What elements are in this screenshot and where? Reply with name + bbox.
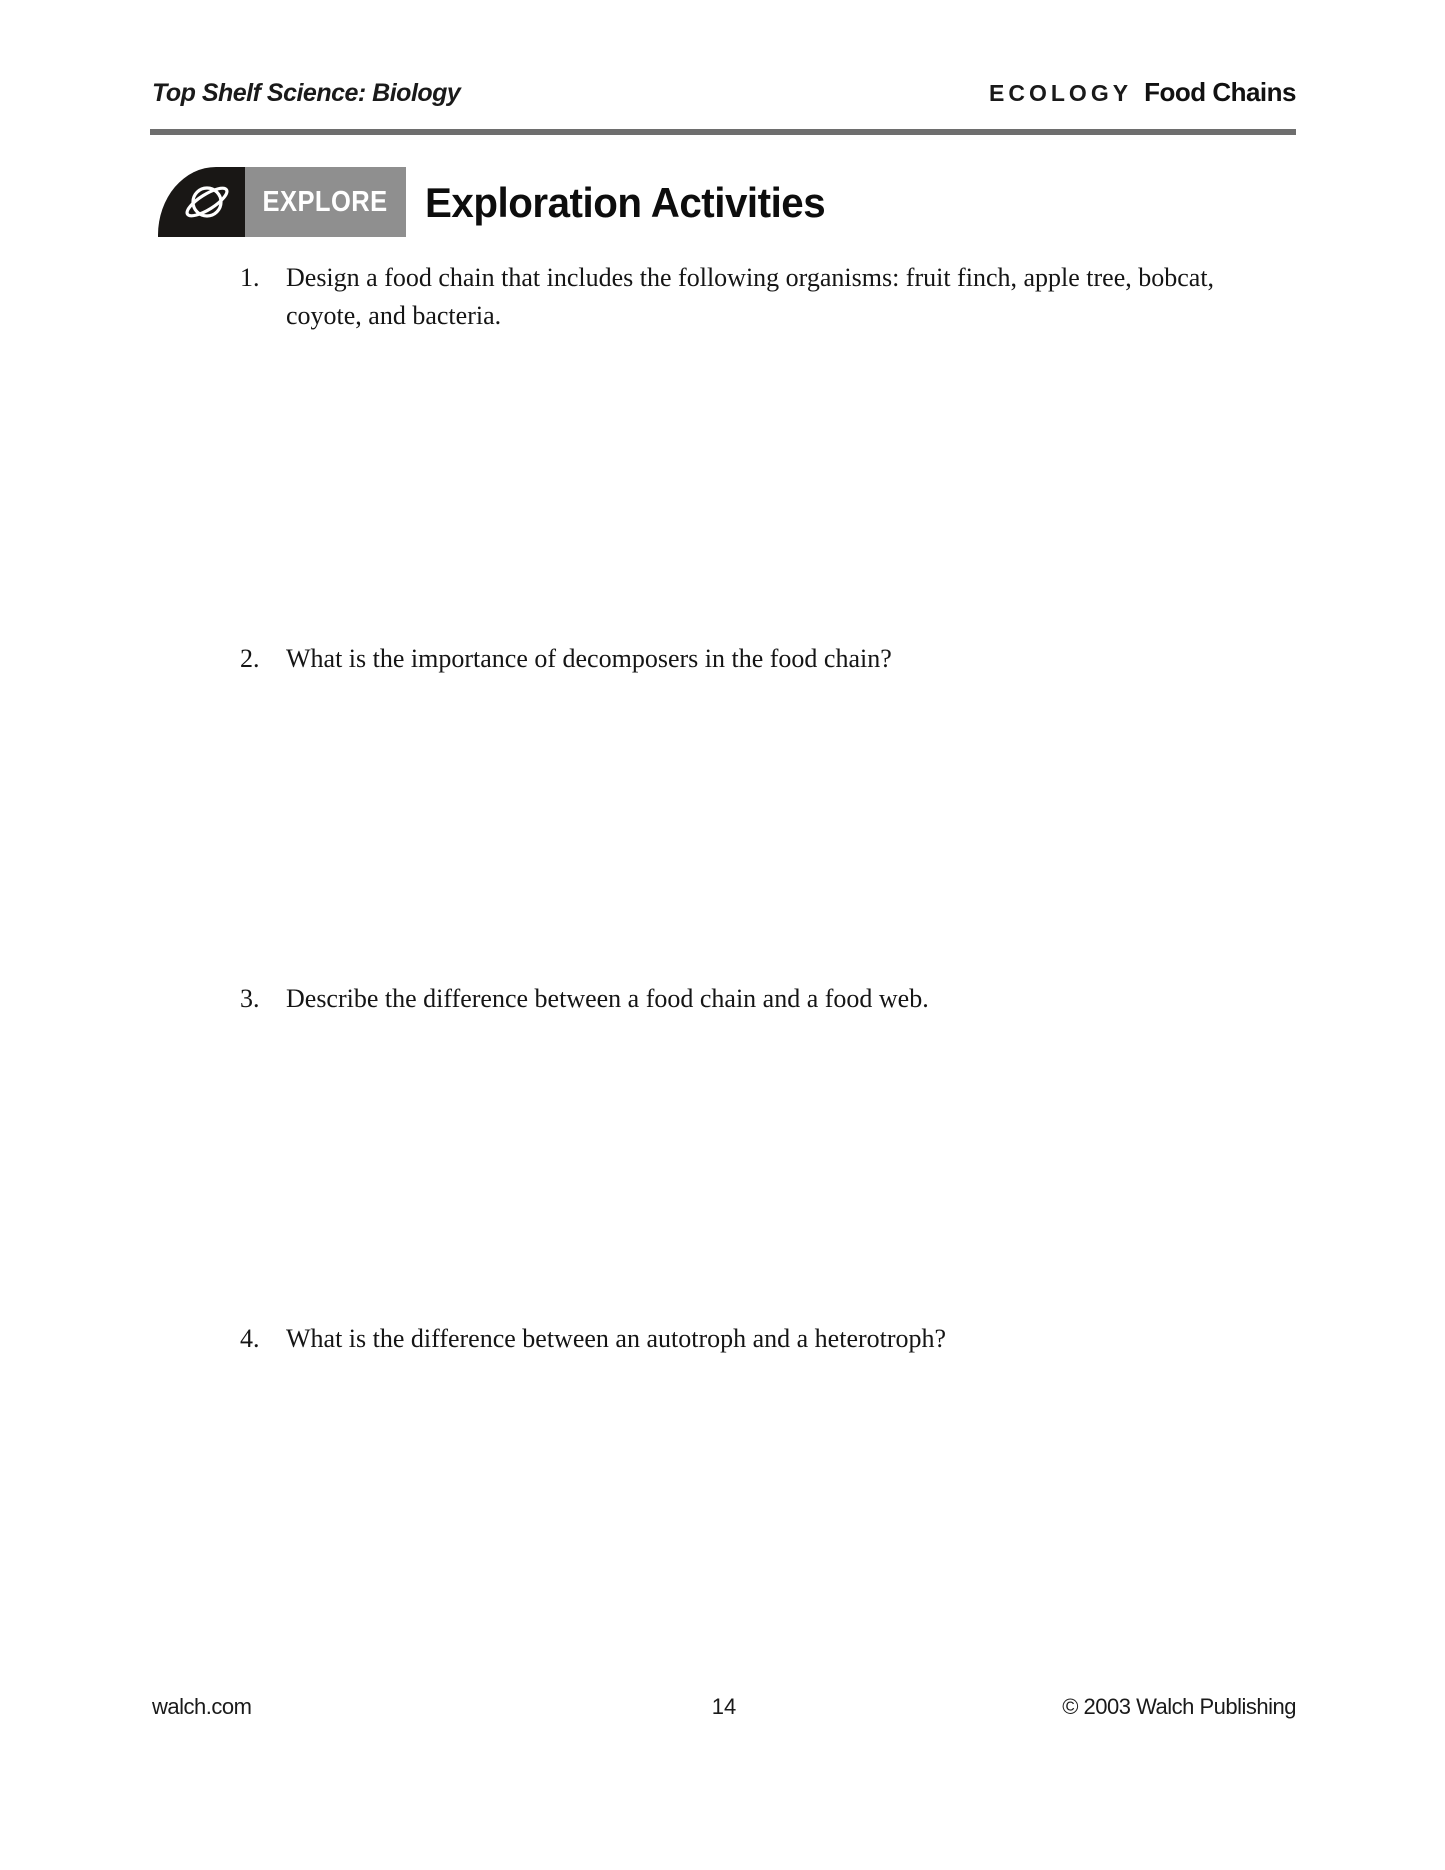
- explore-badge-emblem: [158, 167, 245, 237]
- section-label: ECOLOGY: [989, 80, 1133, 106]
- explore-badge-label: EXPLORE: [262, 185, 389, 218]
- question-number: 3.: [240, 984, 260, 1013]
- book-title: Top Shelf Science: Biology: [152, 79, 461, 107]
- question-number: 1.: [240, 263, 260, 292]
- question-item-1: [240, 259, 1250, 335]
- question-text: What is the difference between an autotroph and a heterotroph?: [286, 1324, 947, 1353]
- question-text: What is the importance of decomposers in the food chain?: [286, 644, 892, 673]
- question-item-3: [240, 980, 1250, 1018]
- chapter-header: [989, 77, 1296, 108]
- footer-page-number: 14: [711, 1694, 737, 1719]
- footer-website: walch.com: [152, 1694, 252, 1719]
- section-heading-row: [0, 167, 1445, 237]
- question-item-4: [240, 1320, 1250, 1358]
- header-divider-rule: [150, 129, 1296, 135]
- question-number: 2.: [240, 644, 260, 673]
- question-text: Describe the difference between a food chain and a food web.: [286, 984, 929, 1013]
- page-footer: [152, 1690, 1296, 1720]
- page-title: Exploration Activities: [425, 179, 826, 226]
- footer-copyright: © 2003 Walch Publishing: [1062, 1694, 1296, 1719]
- question-number: 4.: [240, 1324, 260, 1353]
- running-header: [152, 72, 1296, 108]
- explore-badge: [245, 167, 406, 237]
- topic-label: Food Chains: [1144, 77, 1296, 107]
- question-text: Design a food chain that includes the following organisms: fruit finch, apple tree, bobcat, coyote, and bacteria.: [286, 263, 1215, 330]
- question-item-2: [240, 640, 1250, 678]
